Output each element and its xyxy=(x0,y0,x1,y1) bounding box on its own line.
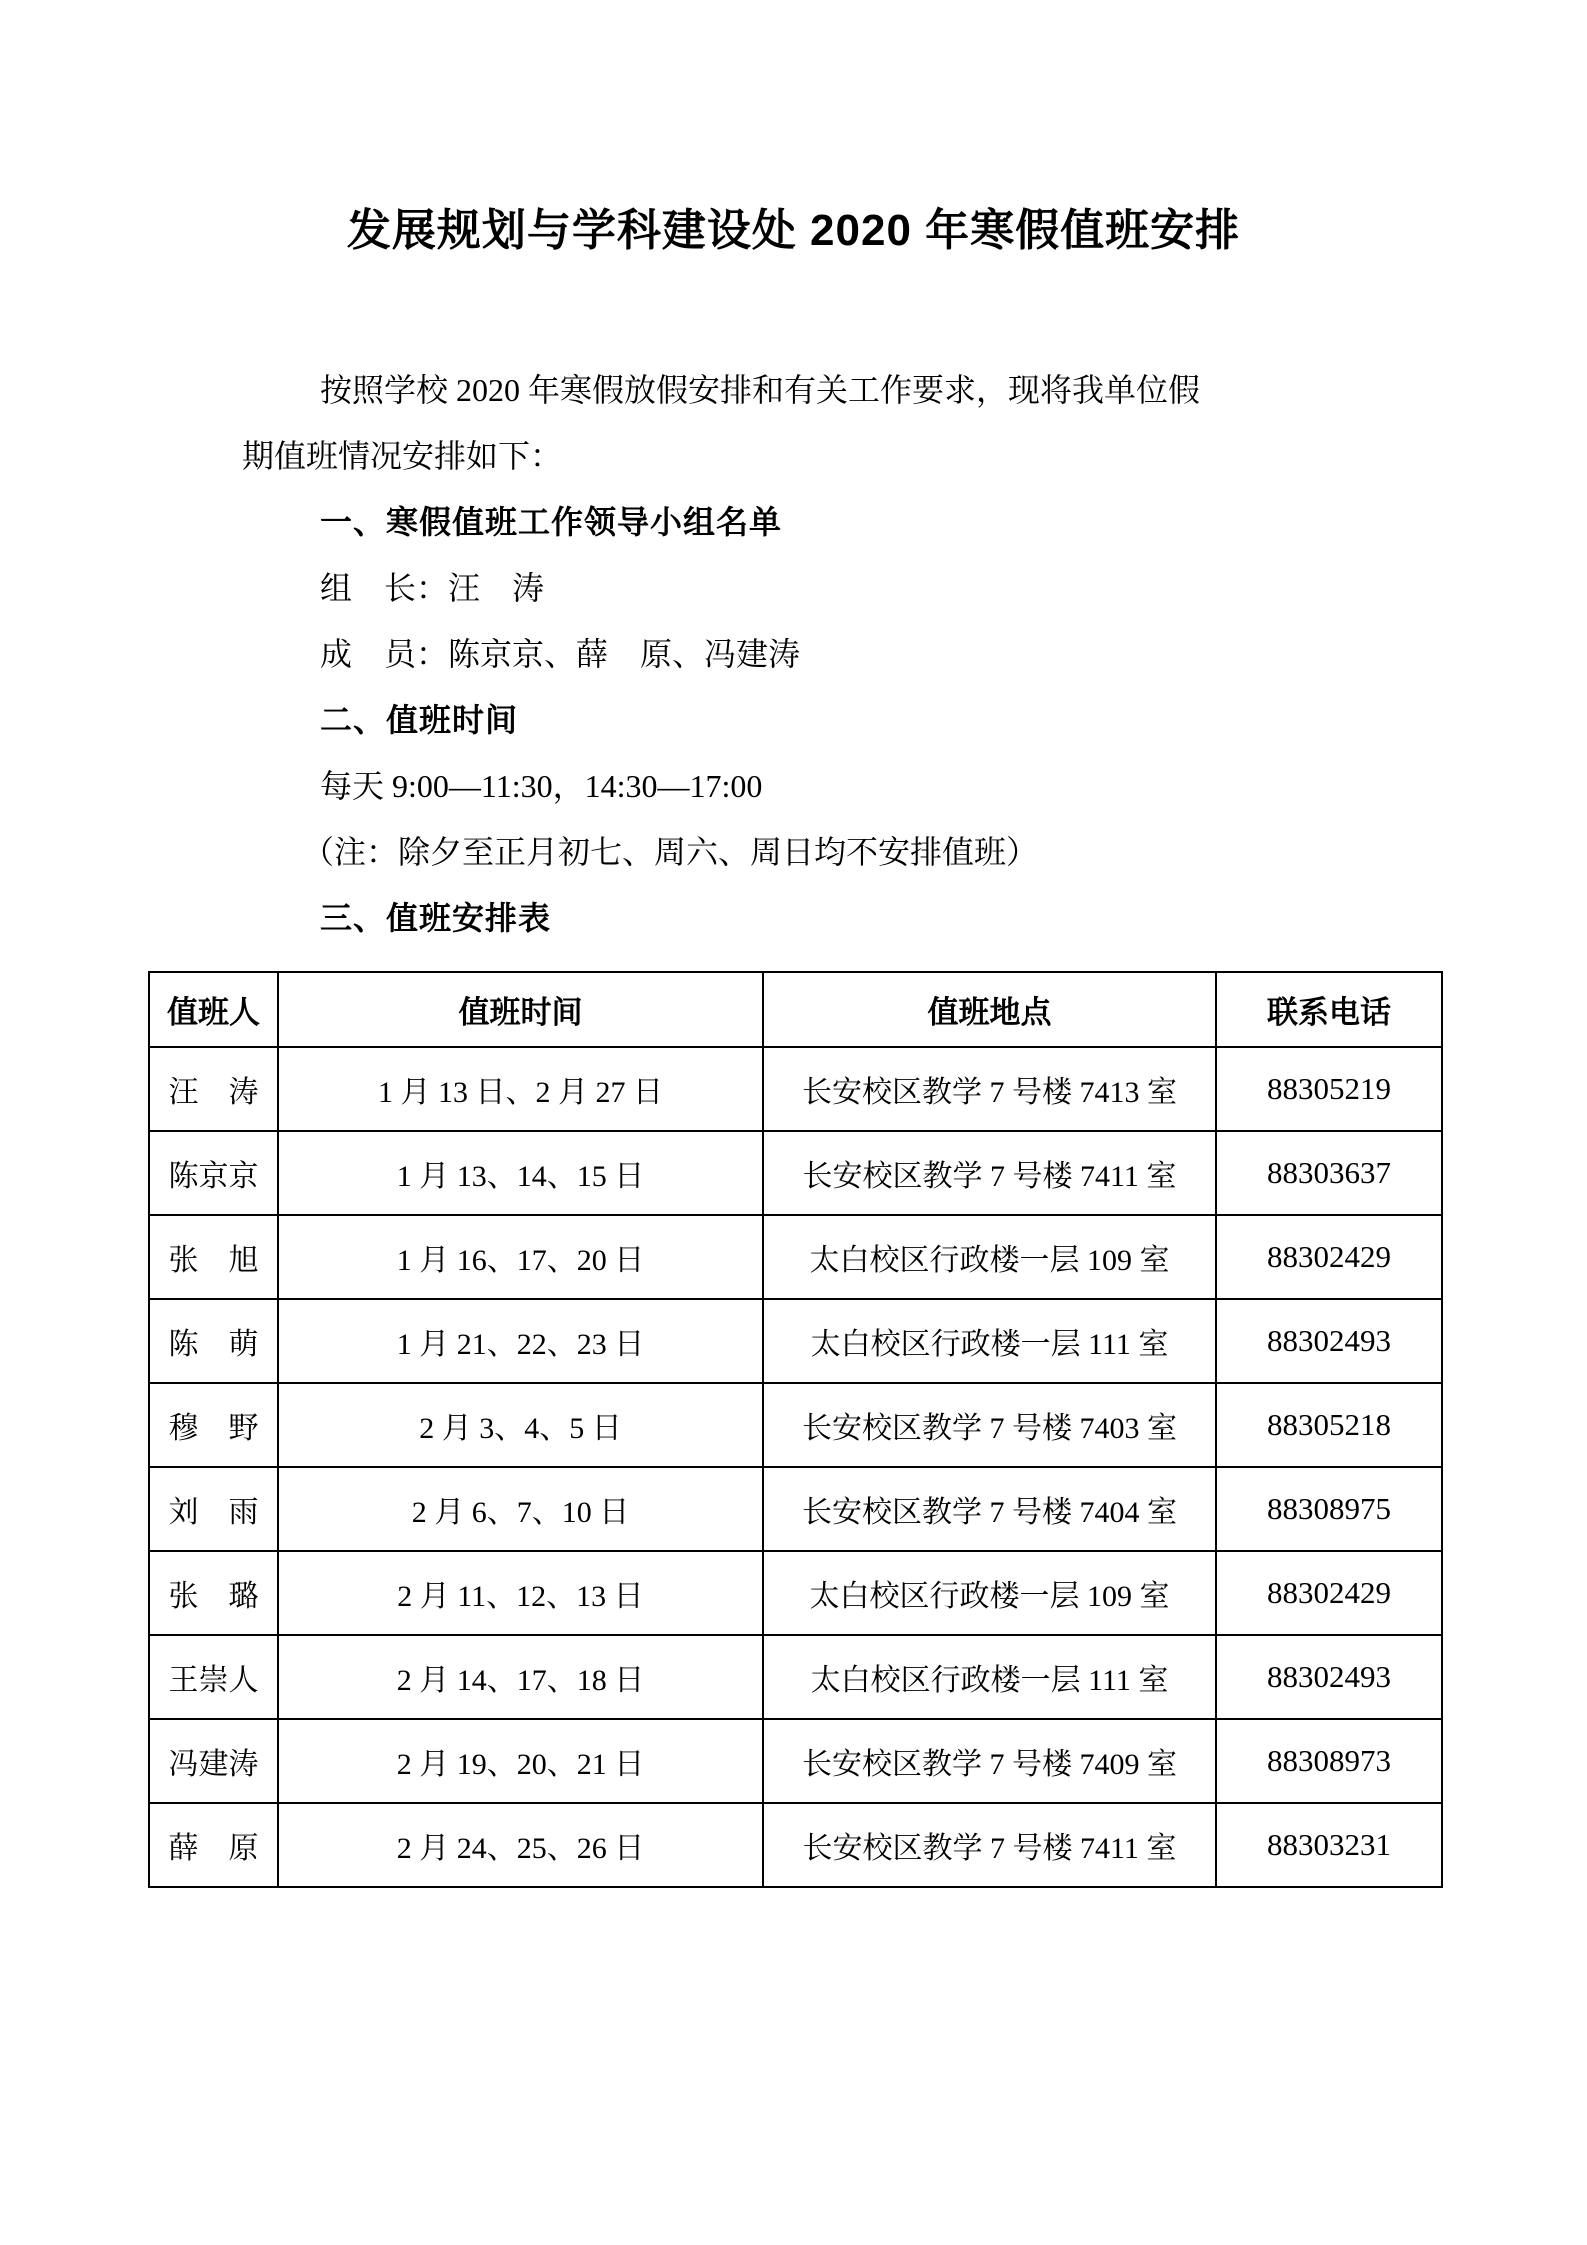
members-line: 成 员：陈京京、薛 原、冯建涛 xyxy=(320,636,801,672)
section3-heading: 三、值班安排表 xyxy=(320,900,552,936)
duty-dates-cell: 2 月 24、25、26 日 xyxy=(278,1803,763,1887)
table-row xyxy=(149,1299,1442,1383)
duty-person-cell: 张 旭 xyxy=(149,1215,278,1299)
table-row xyxy=(149,1467,1442,1551)
duty-phone-cell: 88305218 xyxy=(1216,1383,1442,1467)
table-row xyxy=(149,1383,1442,1467)
table-row xyxy=(149,1635,1442,1719)
duty-location-cell: 长安校区教学 7 号楼 7409 室 xyxy=(763,1719,1216,1803)
table-row xyxy=(149,1215,1442,1299)
duty-person-cell: 王崇人 xyxy=(149,1635,278,1719)
duty-person-cell: 刘 雨 xyxy=(149,1467,278,1551)
section2-heading: 二、值班时间 xyxy=(320,702,519,738)
duty-table-body xyxy=(149,1047,1442,1887)
intro-paragraph-line2: 期值班情况安排如下： xyxy=(242,438,563,474)
duty-dates-cell: 1 月 13、14、15 日 xyxy=(278,1131,763,1215)
duty-phone-cell: 88302493 xyxy=(1216,1299,1442,1383)
duty-person-cell: 冯建涛 xyxy=(149,1719,278,1803)
duty-location-cell: 太白校区行政楼一层 109 室 xyxy=(763,1551,1216,1635)
duty-person-cell: 薛 原 xyxy=(149,1803,278,1887)
duty-location-cell: 太白校区行政楼一层 109 室 xyxy=(763,1215,1216,1299)
duty-phone-cell: 88303231 xyxy=(1216,1803,1442,1887)
duty-person-cell: 陈 萌 xyxy=(149,1299,278,1383)
duty-person-cell: 汪 涛 xyxy=(149,1047,278,1131)
duty-person-cell: 穆 野 xyxy=(149,1383,278,1467)
document-body xyxy=(242,357,1357,951)
duty-dates-cell: 2 月 3、4、5 日 xyxy=(278,1383,763,1467)
table-row xyxy=(149,1047,1442,1131)
table-header-row xyxy=(149,972,1442,1047)
table-row xyxy=(149,1131,1442,1215)
duty-location-cell: 长安校区教学 7 号楼 7413 室 xyxy=(763,1047,1216,1131)
duty-dates-cell: 2 月 6、7、10 日 xyxy=(278,1467,763,1551)
duty-dates-cell: 2 月 14、17、18 日 xyxy=(278,1635,763,1719)
duty-note-line: （注：除夕至正月初七、周六、周日均不安排值班） xyxy=(302,834,1039,870)
duty-phone-cell: 88308973 xyxy=(1216,1719,1442,1803)
header-duty-person: 值班人 xyxy=(149,972,278,1047)
duty-location-cell: 长安校区教学 7 号楼 7403 室 xyxy=(763,1383,1216,1467)
duty-phone-cell: 88305219 xyxy=(1216,1047,1442,1131)
duty-hours-line: 每天 9:00—11:30，14:30—17:00 xyxy=(320,768,763,804)
duty-dates-cell: 1 月 16、17、20 日 xyxy=(278,1215,763,1299)
duty-phone-cell: 88308975 xyxy=(1216,1467,1442,1551)
duty-phone-cell: 88303637 xyxy=(1216,1131,1442,1215)
intro-paragraph-line1: 按照学校 2020 年寒假放假安排和有关工作要求，现将我单位假 xyxy=(320,372,1201,408)
duty-schedule-table xyxy=(148,971,1443,1888)
duty-phone-cell: 88302429 xyxy=(1216,1551,1442,1635)
duty-dates-cell: 1 月 21、22、23 日 xyxy=(278,1299,763,1383)
page-title: 发展规划与学科建设处 2020 年寒假值班安排 xyxy=(346,206,1241,255)
header-contact-phone: 联系电话 xyxy=(1216,972,1442,1047)
leader-line: 组 长：汪 涛 xyxy=(320,570,545,606)
table-row xyxy=(149,1803,1442,1887)
header-duty-time: 值班时间 xyxy=(278,972,763,1047)
duty-phone-cell: 88302429 xyxy=(1216,1215,1442,1299)
section1-heading: 一、寒假值班工作领导小组名单 xyxy=(320,504,783,540)
duty-location-cell: 长安校区教学 7 号楼 7411 室 xyxy=(763,1131,1216,1215)
duty-location-cell: 太白校区行政楼一层 111 室 xyxy=(763,1299,1216,1383)
table-row xyxy=(149,1551,1442,1635)
duty-person-cell: 张 璐 xyxy=(149,1551,278,1635)
duty-location-cell: 长安校区教学 7 号楼 7411 室 xyxy=(763,1803,1216,1887)
duty-person-cell: 陈京京 xyxy=(149,1131,278,1215)
table-row xyxy=(149,1719,1442,1803)
duty-dates-cell: 2 月 11、12、13 日 xyxy=(278,1551,763,1635)
duty-dates-cell: 1 月 13 日、2 月 27 日 xyxy=(278,1047,763,1131)
duty-dates-cell: 2 月 19、20、21 日 xyxy=(278,1719,763,1803)
duty-location-cell: 太白校区行政楼一层 111 室 xyxy=(763,1635,1216,1719)
header-duty-location: 值班地点 xyxy=(763,972,1216,1047)
duty-location-cell: 长安校区教学 7 号楼 7404 室 xyxy=(763,1467,1216,1551)
duty-phone-cell: 88302493 xyxy=(1216,1635,1442,1719)
